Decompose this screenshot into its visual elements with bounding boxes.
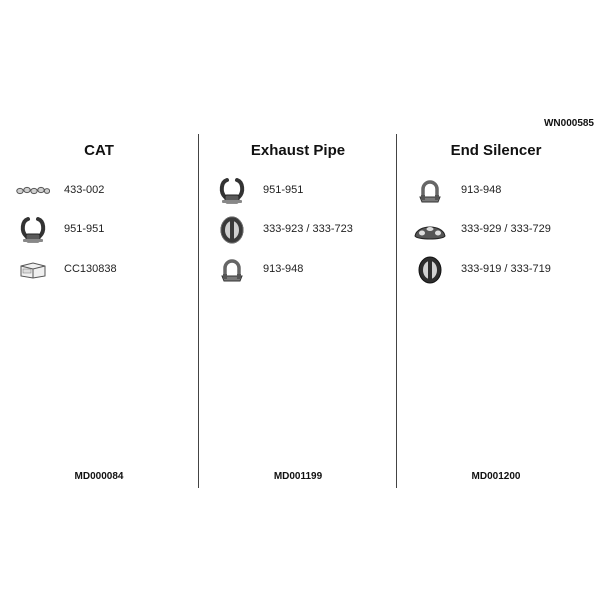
part-number: 333-923 / 333-723 — [263, 223, 353, 235]
part-row — [397, 255, 595, 285]
column-code: MD001199 — [273, 471, 323, 482]
u-bolt-clamp-icon — [215, 255, 249, 285]
rubber-mount-icon — [413, 255, 447, 285]
column-end-silencer — [396, 134, 595, 488]
column-title: End Silencer — [450, 142, 542, 159]
part-row — [397, 176, 595, 206]
kit-box-icon — [16, 255, 50, 285]
u-bolt-clamp-icon — [413, 176, 447, 206]
chain-link-icon — [16, 176, 50, 206]
part-number: 913-948 — [461, 184, 502, 196]
part-number: 433-002 — [64, 184, 105, 196]
part-row — [0, 176, 198, 206]
part-number: 333-929 / 333-729 — [461, 223, 551, 235]
part-row — [0, 255, 198, 285]
oval-hanger-icon — [413, 215, 447, 245]
part-number: 333-919 / 333-719 — [461, 263, 551, 275]
column-code: MD000084 — [74, 471, 124, 482]
part-row — [199, 176, 397, 206]
part-row — [199, 255, 397, 285]
column-title: Exhaust Pipe — [250, 142, 346, 159]
part-number: 913-948 — [263, 263, 304, 275]
part-number: CC130838 — [64, 263, 117, 275]
rubber-mount-icon — [215, 215, 249, 245]
column-code: MD001200 — [471, 471, 521, 482]
column-cat — [0, 134, 198, 488]
part-row — [199, 215, 397, 245]
part-number: 951-951 — [263, 184, 304, 196]
part-number: 951-951 — [64, 223, 105, 235]
pipe-clamp-icon — [215, 176, 249, 206]
column-exhaust-pipe — [198, 134, 397, 488]
pipe-clamp-icon — [16, 215, 50, 245]
part-row — [397, 215, 595, 245]
column-title: CAT — [84, 142, 114, 159]
reference-number: WN000585 — [543, 118, 594, 129]
part-row — [0, 215, 198, 245]
